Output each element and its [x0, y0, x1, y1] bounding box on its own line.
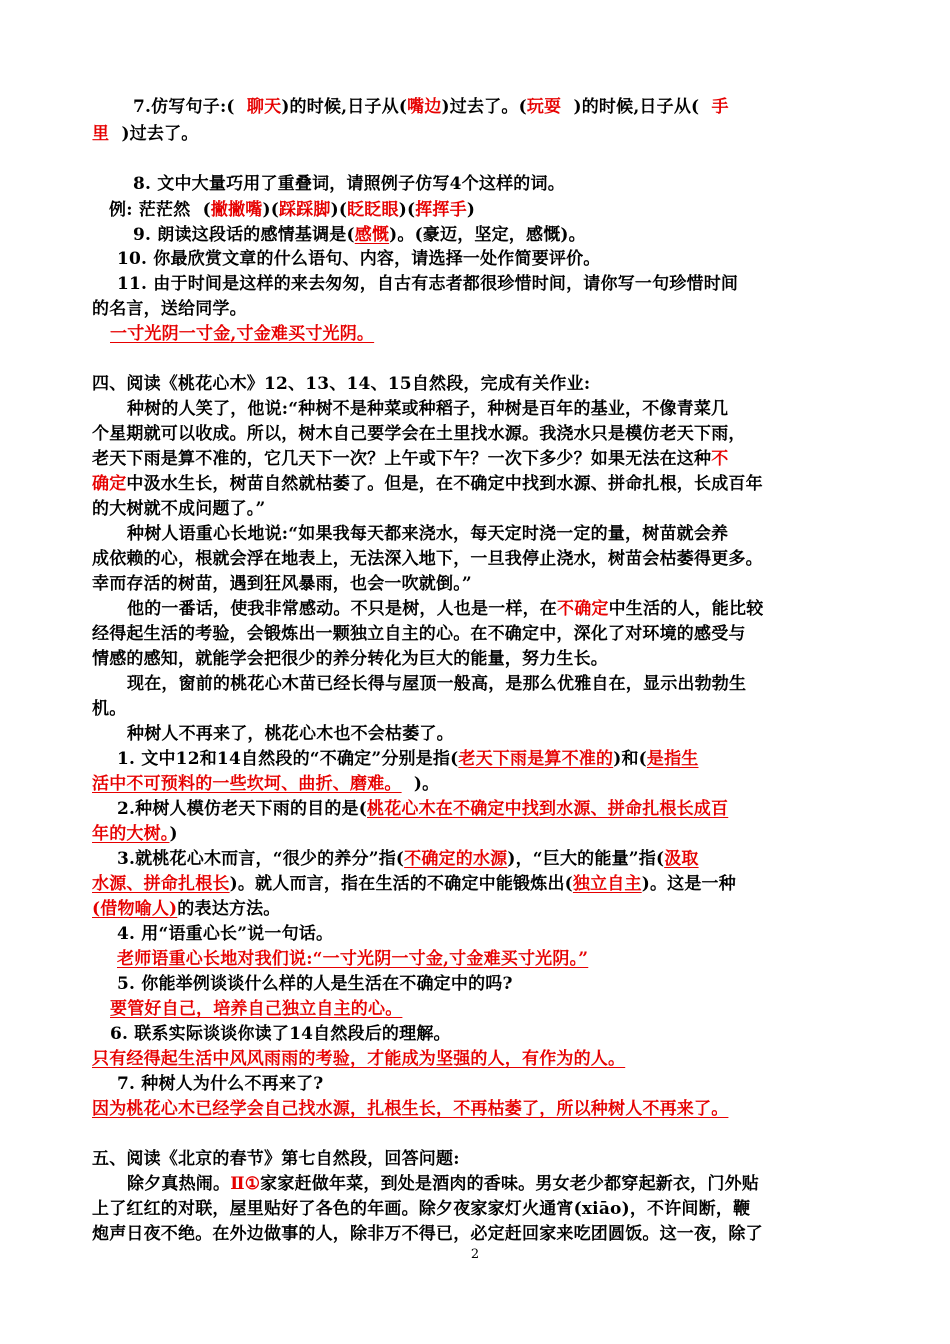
text-line — [0, 947, 950, 972]
text-line — [0, 522, 950, 547]
text-line — [0, 247, 950, 272]
question-text: 现在，窗前的桃花心木苗已经长得与屋顶一般高，是那么优雅自在，显示出勃勃生 — [127, 674, 747, 694]
text-line — [0, 872, 950, 897]
text-line — [0, 847, 950, 872]
answer-text: 感慨 — [354, 225, 390, 245]
question-text: )，“巨大的能量”指( — [507, 849, 665, 869]
text-line — [0, 547, 950, 572]
answer-text: 独立自主 — [572, 874, 642, 894]
question-text: 个星期就可以收成。所以，树木自己要学会在土里找水源。我浇水只是模仿老天下雨， — [92, 424, 746, 444]
text-line — [0, 1047, 950, 1072]
question-text: 幸而存活的树苗，遇到狂风暴雨，也会一吹就倒。” — [92, 574, 472, 594]
text-line — [0, 397, 950, 422]
question-text: 五、阅读《北京的春节》第七自然段，回答问题: — [92, 1149, 460, 1169]
text-line — [0, 223, 950, 248]
text-line — [0, 822, 950, 847]
answer-text: 玩耍 — [526, 97, 562, 117]
answer-text: 要管好自己，培养自己独立自主的心。 — [110, 999, 403, 1019]
question-text: 情感的感知，就能学会把很少的养分转化为巨大的能量，努力生长。 — [92, 649, 608, 669]
question-text: 7. 种树人为什么不再来了? — [117, 1074, 324, 1094]
question-text: )过去了。 — [109, 124, 199, 144]
question-text: 中生活的人，能比较 — [608, 599, 764, 619]
text-line — [0, 672, 950, 697]
question-text: 1. 文中12和14自然段的“不确定”分别是指( — [117, 749, 459, 769]
page-number: 2 — [470, 1247, 480, 1262]
text-line — [0, 647, 950, 672]
text-line — [0, 972, 950, 997]
answer-text: 踩踩脚 — [278, 200, 331, 220]
question-text: 6. 联系实际谈谈你读了14自然段后的理解。 — [110, 1024, 451, 1044]
text-line — [0, 922, 950, 947]
answer-text: 嘴边 — [407, 97, 442, 117]
text-line — [0, 122, 950, 147]
answer-text: 一寸光阴一寸金,寸金难买寸光阴。 — [110, 324, 375, 344]
question-text: )和( — [613, 749, 647, 769]
question-text: ) — [466, 200, 476, 220]
question-text: 7.仿写句子:( — [133, 97, 247, 117]
question-text: )( — [330, 200, 348, 220]
answer-text: (借物喻人) — [92, 899, 178, 919]
question-text: )( — [262, 200, 279, 220]
answer-text: 年的大树。 — [92, 824, 170, 844]
text-line — [0, 772, 950, 797]
text-line — [0, 272, 950, 297]
text-line — [0, 95, 950, 120]
answer-text: 不 — [711, 449, 729, 469]
question-text: )。(豪迈，坚定，感慨)。 — [389, 225, 586, 245]
text-line — [0, 997, 950, 1022]
question-text: 2.种树人模仿老天下雨的目的是( — [117, 799, 367, 819]
text-line — [0, 722, 950, 747]
answer-text: 里 — [92, 124, 110, 144]
answer-text: 因为桃花心木已经学会自己找水源，扎根生长，不再枯萎了，所以种树人不再来了。 — [92, 1099, 729, 1119]
answer-text: 桃花心木在不确定中找到水源、拼命扎根长成百 — [367, 799, 729, 819]
answer-text: 撇撇嘴 — [210, 200, 263, 220]
answer-text: 活中不可预料的一些坎坷、曲折、磨难。 — [92, 774, 402, 794]
text-line — [0, 747, 950, 772]
answer-text: 只有经得起生活中风风雨雨的考验，才能成为坚强的人，有作为的人。 — [92, 1049, 626, 1069]
text-line — [0, 172, 950, 197]
answer-text: 是指生 — [646, 749, 699, 769]
text-line — [0, 1222, 950, 1247]
question-text: 的表达方法。 — [177, 899, 281, 919]
text-line — [0, 447, 950, 472]
question-text: 3.就桃花心木而言，“很少的养分”指( — [117, 849, 405, 869]
question-text: 种树人语重心长地说:“如果我每天都来浇水，每天定时浇一定的量，树苗就会养 — [127, 524, 729, 544]
question-text: 炮声日夜不绝。在外边做事的人，除非万不得已，必定赶回家来吃团圆饭。这一夜，除了 — [92, 1224, 763, 1244]
question-text: 11. 由于时间是这样的来去匆匆，自古有志者都很珍惜时间，请你写一句珍惜时间 — [117, 274, 739, 294]
text-line — [0, 1147, 950, 1172]
answer-text: Ⅱ① — [230, 1174, 261, 1194]
answer-text: 老师语重心长地对我们说:“一寸光阴一寸金,寸金难买寸光阴。” — [117, 949, 589, 969]
answer-text: 水源、拼命扎根长 — [92, 874, 230, 894]
text-line — [0, 497, 950, 522]
text-line — [0, 1172, 950, 1197]
question-text: 10. 你最欣赏文章的什么语句、内容，请选择一处作简要评价。 — [117, 249, 601, 269]
question-text: 经得起生活的考验，会锻炼出一颗独立自主的心。在不确定中，深化了对环境的感受与 — [92, 624, 746, 644]
answer-text: 不确定 — [557, 599, 609, 619]
question-text: 上了红红的对联，屋里贴好了各色的年画。除夕夜家家灯火通宵(xiāo)，不许间断，鞭 — [92, 1199, 751, 1219]
question-text: )的时候,日子从( — [561, 97, 712, 117]
text-line — [0, 597, 950, 622]
question-text: 的名言，送给同学。 — [92, 299, 247, 319]
text-line — [0, 1022, 950, 1047]
answer-text: 聊天 — [246, 97, 282, 117]
question-text: ) — [169, 824, 178, 844]
question-text: 家家赶做年菜，到处是酒肉的香味。男女老少都穿起新衣，门外贴 — [260, 1174, 759, 1194]
question-text: 他的一番话，使我非常感动。不只是树，人也是一样，在 — [127, 599, 557, 619]
question-text: 种树的人笑了，他说:“种树不是种菜或种稻子，种树是百年的基业，不像青菜几 — [127, 399, 729, 419]
answer-text: 不确定的水源 — [404, 849, 508, 869]
question-text: 5. 你能举例谈谈什么样的人是生活在不确定中的吗? — [117, 974, 513, 994]
answer-text: 老天下雨是算不准的 — [458, 749, 614, 769]
question-text: )。就人而言，指在生活的不确定中能锻炼出( — [229, 874, 573, 894]
question-text: 除夕真热闹。 — [127, 1174, 231, 1194]
text-line — [0, 198, 950, 223]
question-text: 机。 — [92, 699, 127, 719]
question-text: 四、阅读《桃花心木》12、13、14、15自然段，完成有关作业: — [92, 374, 591, 394]
text-line — [0, 297, 950, 322]
answer-text: 汲取 — [664, 849, 699, 869]
answer-text: 眨眨眼 — [347, 200, 399, 220]
text-line — [0, 472, 950, 497]
question-text: )。这是一种 — [641, 874, 736, 894]
question-text: 的大树就不成问题了。” — [92, 499, 266, 519]
text-line — [0, 797, 950, 822]
text-line — [0, 697, 950, 722]
question-text: 8. 文中大量巧用了重叠词，请照例子仿写4个这样的词。 — [133, 174, 565, 194]
text-line — [0, 572, 950, 597]
text-line — [0, 622, 950, 647]
question-text: 老天下雨是算不准的，它几天下一次？上午或下午？一次下多少？如果无法在这种 — [92, 449, 712, 469]
text-line — [0, 897, 950, 922]
text-line — [0, 322, 950, 347]
answer-text: 挥挥手 — [415, 200, 467, 220]
answer-text: 确定 — [92, 474, 127, 494]
answer-text: 手 — [711, 97, 729, 117]
question-text: )的时候,日子从( — [281, 97, 408, 117]
question-text: 例: 茫茫然 ( — [109, 200, 211, 220]
question-text: )( — [398, 200, 416, 220]
text-line — [0, 1097, 950, 1122]
text-line — [0, 372, 950, 397]
question-text: )。 — [401, 774, 440, 794]
question-text: 9. 朗读这段话的感情基调是( — [133, 225, 355, 245]
question-text: 种树人不再来了，桃花心木也不会枯萎了。 — [127, 724, 454, 744]
text-line — [0, 422, 950, 447]
question-text: )过去了。( — [441, 97, 527, 117]
question-text: 4. 用“语重心长”说一句话。 — [117, 924, 334, 944]
question-text: 成依赖的心，根就会浮在地表上，无法深入地下，一旦我停止浇水，树苗会枯萎得更多。 — [92, 549, 763, 569]
question-text: 中汲水生长，树苗自然就枯萎了。但是，在不确定中找到水源、拼命扎根，长成百年 — [126, 474, 763, 494]
text-line — [0, 1072, 950, 1097]
text-line — [0, 1197, 950, 1222]
